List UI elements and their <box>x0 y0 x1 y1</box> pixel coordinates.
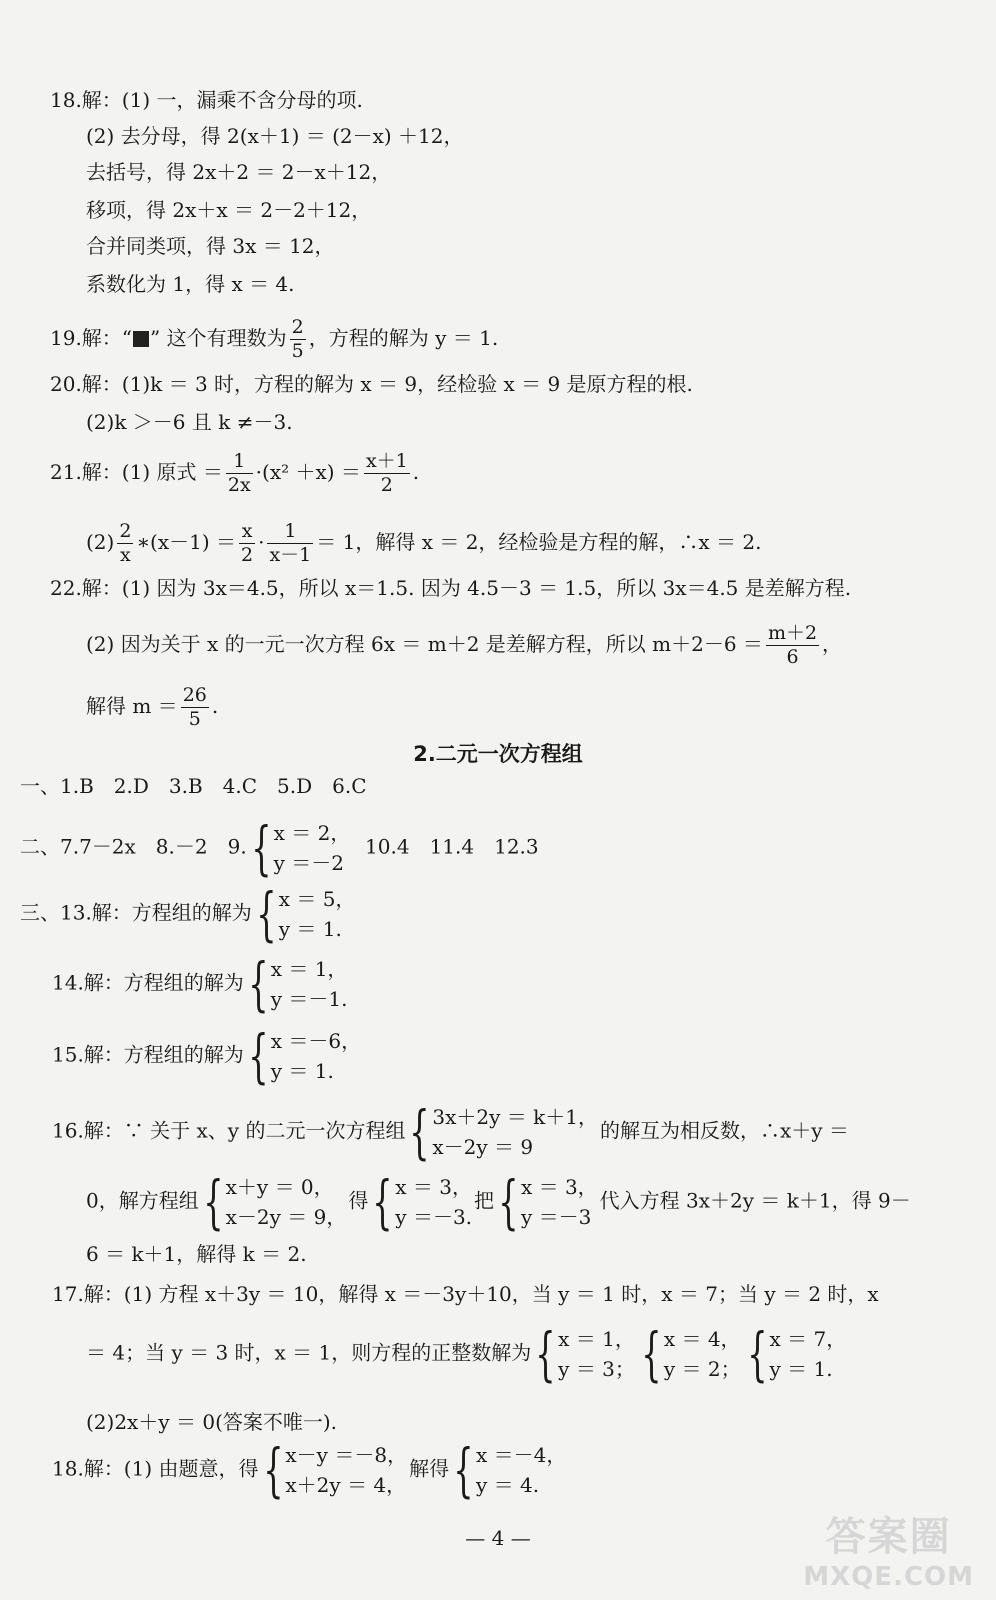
q16-line3: 6 ＝ k＋1，解得 k ＝ 2. <box>86 1242 307 1266</box>
part2-answers: 二、7.7－2x 8.－2 9. { x ＝ 2， y ＝－2 10.4 11.4 12.3 <box>20 814 539 882</box>
fraction: $\frac{26}{5}$ <box>182 684 207 730</box>
q15-line: 15.解：方程组的解为 { x ＝－6， y ＝ 1. <box>52 1022 362 1090</box>
watermark-logo: 答案圈 MXQE.COM <box>803 1514 974 1592</box>
q18-prev-line2: (2) 去分母，得 2(x＋1) ＝ (2－x) ＋12， <box>86 124 464 148</box>
q20-line1: 20.解：(1)k ＝ 3 时，方程的解为 x ＝ 9，经检验 x ＝ 9 是原方程的根. <box>50 372 693 396</box>
q22-line3: 解得 m ＝ $\frac{26}{5}$ . <box>86 684 219 730</box>
equation-system: { x ＝ 2， y ＝－2 <box>251 814 351 882</box>
q22-line2: (2) 因为关于 x 的一元一次方程 6x ＝ m＋2 是差解方程，所以 m＋2－6 ＝ $\frac{m+2}{6}$ ， <box>86 622 843 668</box>
q17-line1: 17.解：(1) 方程 x＋3y ＝ 10，解得 x ＝－3y＋10，当 y ＝ 1 时，x ＝ 7；当 y ＝ 2 时，x <box>52 1282 879 1306</box>
q19-line: 19.解：“ ” 这个有理数为 $\frac{2}{5}$ ，方程的解为 y ＝ 1. <box>50 316 499 362</box>
section-title: 2.二元一次方程组 <box>413 742 583 766</box>
equation-system: { x ＝ 7， y ＝ 1. <box>746 1320 847 1388</box>
q21-line2: (2) $\frac{2}{x}$ ∗(x－1) ＝ $\frac{x}{2}$ · $\frac{1}{x-1}$ ＝ 1，解得 x ＝ 2，经检验是方程的解，∴x ＝ 2. <box>86 520 762 566</box>
q20-line2: (2)k ＞－6 且 k ≠－3. <box>86 410 293 434</box>
fraction: $\frac{x}{2}$ <box>241 520 254 566</box>
redacted-mark <box>133 331 149 347</box>
equation-system: { x＋y ＝ 0， x－2y ＝ 9， <box>203 1168 347 1236</box>
q21-line1: 21.解：(1) 原式 ＝ $\frac{1}{2x}$ ·(x² ＋x) ＝ $\frac{x+1}{2}$ . <box>50 450 420 496</box>
equation-system: { x ＝ 5， y ＝ 1. <box>256 880 356 948</box>
part1-answers: 一、1.B 2.D 3.B 4.C 5.D 6.C <box>20 774 367 798</box>
q18-prev-line3: 去括号，得 2x＋2 ＝ 2－x＋12， <box>86 160 392 184</box>
fraction: $\frac{2}{x}$ <box>119 520 132 566</box>
q22-line1: 22.解：(1) 因为 3x＝4.5，所以 x＝1.5. 因为 4.5－3 ＝ 1.5，所以 3x＝4.5 是差解方程. <box>50 576 852 600</box>
equation-system: { x－y ＝－8， x＋2y ＝ 4， <box>262 1436 408 1504</box>
q18-prev-line6: 系数化为 1，得 x ＝ 4. <box>86 272 295 296</box>
fraction: $\frac{1}{x-1}$ <box>269 520 312 566</box>
fraction: $\frac{m+2}{6}$ <box>767 622 818 668</box>
equation-system: { x ＝ 4， y ＝ 2； <box>641 1320 741 1388</box>
q17-line3: (2)2x＋y ＝ 0(答案不唯一). <box>86 1410 338 1434</box>
q18-prev-line1: 18.解：(1) 一，漏乘不含分母的项. <box>50 88 363 112</box>
q16-line2: 0，解方程组 { x＋y ＝ 0， x－2y ＝ 9， 得 { x ＝ 3， y ＝－3. 把 { x ＝ 3， y ＝－3 代入方程 3x＋2y ＝ k＋1，得 9－ <box>86 1168 911 1236</box>
equation-system: { x ＝－4， y ＝ 4. <box>453 1436 567 1504</box>
q16-line1: 16.解：∵ 关于 x、y 的二元一次方程组 { 3x＋2y ＝ k＋1， x－2y ＝ 9 的解互为相反数，∴x＋y ＝ <box>52 1098 849 1166</box>
page-number: — 4 — <box>465 1526 531 1550</box>
equation-system: { x ＝ 3， y ＝－3. <box>372 1168 473 1236</box>
fraction: $\frac{x+1}{2}$ <box>365 450 408 496</box>
equation-system: { x ＝ 1， y ＝－1. <box>248 950 348 1018</box>
fraction: $\frac{2}{5}$ <box>291 316 304 362</box>
equation-system: { x ＝ 3， y ＝－3 <box>498 1168 598 1236</box>
q13-line: 三、13.解：方程组的解为 { x ＝ 5， y ＝ 1. <box>20 880 356 948</box>
equation-system: { x ＝－6， y ＝ 1. <box>248 1022 362 1090</box>
q14-line: 14.解：方程组的解为 { x ＝ 1， y ＝－1. <box>52 950 348 1018</box>
q18-prev-line4: 移项，得 2x＋x ＝ 2－2＋12， <box>86 198 372 222</box>
fraction: $\frac{1}{2x}$ <box>227 450 251 496</box>
equation-system: { x ＝ 1， y ＝ 3； <box>535 1320 635 1388</box>
q18-prev-line5: 合并同类项，得 3x ＝ 12， <box>86 234 335 258</box>
equation-system: { 3x＋2y ＝ k＋1， x－2y ＝ 9 <box>409 1098 598 1166</box>
q18-line: 18.解：(1) 由题意，得 { x－y ＝－8， x＋2y ＝ 4， 解得 { x ＝－4， y ＝ 4. <box>52 1436 567 1504</box>
q17-line2: ＝ 4；当 y ＝ 3 时，x ＝ 1，则方程的正整数解为 { x ＝ 1， y ＝ 3； { x ＝ 4， y ＝ 2； { x ＝ 7， y ＝ 1. <box>86 1320 847 1388</box>
